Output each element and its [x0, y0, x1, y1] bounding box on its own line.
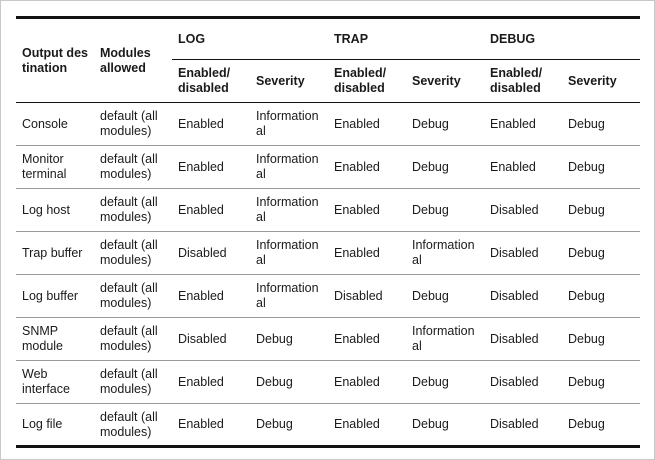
header-debug: DEBUG — [484, 18, 640, 60]
cell-trap-enabled: Enabled — [334, 116, 380, 131]
cell-log-enabled: Enabled — [178, 159, 224, 174]
cell-destination: Monitor terminal — [22, 152, 67, 181]
header-trap: TRAP — [328, 18, 484, 60]
cell-debug-enabled: Enabled — [490, 159, 536, 174]
header-trap-enabled: Enabled/ disabled — [328, 60, 406, 103]
cell-log-severity: Informational — [256, 109, 319, 138]
cell-debug-enabled: Disabled — [490, 202, 539, 217]
cell-trap-severity: Debug — [412, 159, 449, 174]
cell-log-enabled: Enabled — [178, 417, 224, 431]
table-row — [16, 146, 640, 189]
cell-trap-enabled: Enabled — [334, 417, 380, 431]
header-modules-allowed: Modules allowed — [94, 18, 172, 103]
table-row — [16, 318, 640, 361]
cell-trap-enabled: Enabled — [334, 245, 380, 260]
header-debug-enabled: Enabled/ disabled — [484, 60, 562, 103]
cell-debug-enabled: Disabled — [490, 374, 539, 389]
table-row — [16, 103, 640, 146]
cell-trap-enabled: Disabled — [334, 288, 383, 303]
cell-destination: Log file — [22, 417, 63, 431]
header-output-destination: Output destination — [16, 18, 94, 103]
cell-log-severity: Informational — [256, 281, 319, 310]
cell-destination: Log host — [22, 202, 70, 217]
header-debug-severity: Severity — [562, 60, 640, 103]
cell-trap-severity: Debug — [412, 202, 449, 217]
cell-log-severity: Informational — [256, 152, 319, 181]
cell-modules: default (all modules) — [100, 152, 158, 181]
cell-debug-severity: Debug — [568, 417, 605, 431]
cell-modules: default (all modules) — [100, 109, 158, 138]
table-row — [16, 275, 640, 318]
header-row-groups — [16, 18, 640, 60]
cell-debug-enabled: Enabled — [490, 116, 536, 131]
cell-trap-enabled: Enabled — [334, 159, 380, 174]
cell-destination: Log buffer — [22, 288, 79, 303]
cell-trap-severity: Informational — [412, 324, 475, 353]
cell-trap-severity: Debug — [412, 288, 449, 303]
cell-debug-enabled: Disabled — [490, 245, 539, 260]
table-row — [16, 404, 640, 447]
cell-log-enabled: Enabled — [178, 288, 224, 303]
cell-trap-severity: Debug — [412, 116, 449, 131]
cell-destination: SNMP module — [22, 324, 63, 353]
cell-log-enabled: Disabled — [178, 245, 227, 260]
cell-debug-severity: Debug — [568, 116, 605, 131]
cell-debug-severity: Debug — [568, 245, 605, 260]
cell-log-severity: Informational — [256, 238, 319, 267]
cell-debug-enabled: Disabled — [490, 331, 539, 346]
cell-log-enabled: Enabled — [178, 374, 224, 389]
cell-modules: default (all modules) — [100, 324, 158, 353]
cell-modules: default (all modules) — [100, 281, 158, 310]
cell-trap-enabled: Enabled — [334, 202, 380, 217]
cell-modules: default (all modules) — [100, 409, 158, 439]
header-log-enabled: Enabled/ disabled — [172, 60, 250, 103]
cell-log-severity: Debug — [256, 417, 293, 431]
cell-debug-enabled: Disabled — [490, 417, 539, 431]
cell-log-severity: Informational — [256, 195, 319, 224]
cell-destination: Trap buffer — [22, 245, 83, 260]
cell-log-severity: Debug — [256, 374, 293, 389]
cell-destination: Console — [22, 116, 68, 131]
header-trap-severity: Severity — [406, 60, 484, 103]
cell-trap-severity: Informational — [412, 238, 475, 267]
cell-debug-severity: Debug — [568, 288, 605, 303]
cell-destination: Web interface — [22, 367, 70, 396]
header-log: LOG — [172, 18, 328, 60]
cell-trap-severity: Debug — [412, 417, 449, 431]
cell-log-severity: Debug — [256, 331, 293, 346]
cell-log-enabled: Disabled — [178, 331, 227, 346]
output-destination-table — [16, 16, 640, 448]
table-row — [16, 189, 640, 232]
cell-log-enabled: Enabled — [178, 116, 224, 131]
cell-modules: default (all modules) — [100, 238, 158, 267]
cell-modules: default (all modules) — [100, 195, 158, 224]
cell-trap-enabled: Enabled — [334, 331, 380, 346]
header-log-severity: Severity — [250, 60, 328, 103]
cell-trap-enabled: Enabled — [334, 374, 380, 389]
cell-debug-severity: Debug — [568, 374, 605, 389]
cell-log-enabled: Enabled — [178, 202, 224, 217]
cell-debug-severity: Debug — [568, 159, 605, 174]
cell-debug-severity: Debug — [568, 202, 605, 217]
cell-modules: default (all modules) — [100, 367, 158, 396]
cell-debug-severity: Debug — [568, 331, 605, 346]
cell-trap-severity: Debug — [412, 374, 449, 389]
table-row — [16, 232, 640, 275]
cell-debug-enabled: Disabled — [490, 288, 539, 303]
table-row — [16, 361, 640, 404]
